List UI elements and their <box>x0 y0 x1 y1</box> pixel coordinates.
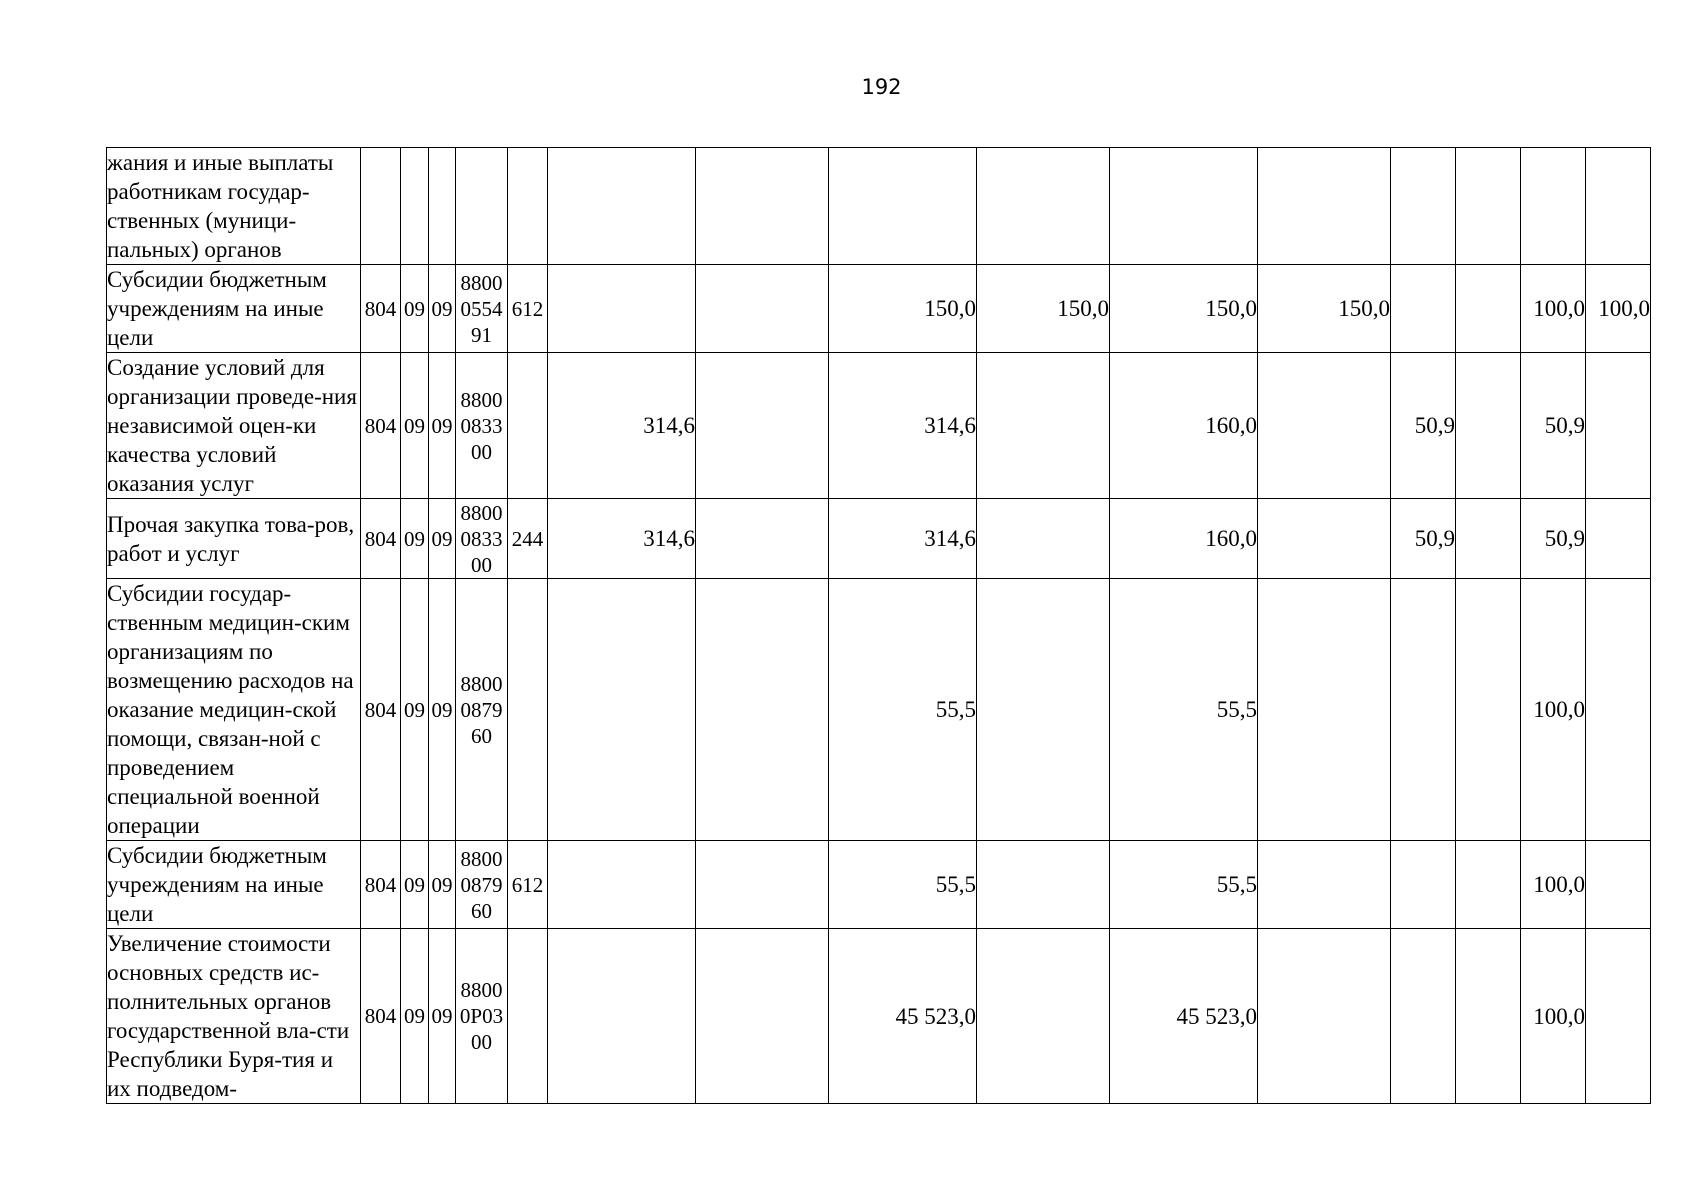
subsection-code-cell: 09 <box>429 265 456 353</box>
glav-code-cell: 804 <box>361 499 401 579</box>
amount-cell <box>548 929 696 1104</box>
percent-cell <box>1586 929 1651 1104</box>
amount-cell <box>696 148 829 265</box>
percent-cell <box>1586 841 1651 929</box>
amount-cell <box>977 499 1110 579</box>
percent-cell <box>1391 579 1456 841</box>
page-number: 192 <box>861 75 902 99</box>
target-article-code-cell: 8800 0879 60 <box>456 579 508 841</box>
amount-cell: 314,6 <box>829 353 977 499</box>
glav-code-cell: 804 <box>361 265 401 353</box>
table-row <box>107 841 1651 929</box>
percent-cell: 100,0 <box>1521 265 1586 353</box>
amount-cell: 55,5 <box>1110 579 1258 841</box>
amount-cell: 160,0 <box>1110 499 1258 579</box>
glav-code-cell: 804 <box>361 579 401 841</box>
table-row <box>107 579 1651 841</box>
row-name-cell: жания и иные выплаты работникам государ-ственных (муници-пальных) органов <box>107 148 361 265</box>
amount-cell: 55,5 <box>1110 841 1258 929</box>
target-article-code-cell: 8800 0833 00 <box>456 353 508 499</box>
expense-type-code-cell <box>508 148 548 265</box>
amount-cell <box>696 579 829 841</box>
table-row <box>107 353 1651 499</box>
percent-cell <box>1586 499 1651 579</box>
section-code-cell: 09 <box>401 579 429 841</box>
amount-cell <box>1110 148 1258 265</box>
table-row <box>107 265 1651 353</box>
section-code-cell: 09 <box>401 929 429 1104</box>
table-row <box>107 148 1651 265</box>
amount-cell: 314,6 <box>829 499 977 579</box>
target-article-code-cell: 8800 0879 60 <box>456 841 508 929</box>
amount-cell: 314,6 <box>548 353 696 499</box>
percent-cell <box>1456 148 1521 265</box>
subsection-code-cell: 09 <box>429 353 456 499</box>
amount-cell <box>548 841 696 929</box>
glav-code-cell <box>361 148 401 265</box>
percent-cell <box>1521 148 1586 265</box>
amount-cell <box>829 148 977 265</box>
row-name-cell: Создание условий для организации проведе-ния независимой оцен-ки качества условий оказания услуг <box>107 353 361 499</box>
row-name-cell: Субсидии бюджетным учреждениям на иные цели <box>107 265 361 353</box>
glav-code-cell: 804 <box>361 841 401 929</box>
amount-cell <box>548 148 696 265</box>
amount-cell: 45 523,0 <box>1110 929 1258 1104</box>
subsection-code-cell: 09 <box>429 579 456 841</box>
table-row <box>107 499 1651 579</box>
amount-cell <box>696 499 829 579</box>
expense-type-code-cell <box>508 353 548 499</box>
percent-cell: 100,0 <box>1521 929 1586 1104</box>
percent-cell: 100,0 <box>1521 579 1586 841</box>
amount-cell <box>1258 353 1391 499</box>
expense-type-code-cell <box>508 579 548 841</box>
budget-table <box>106 147 1651 1104</box>
amount-cell <box>548 579 696 841</box>
amount-cell: 314,6 <box>548 499 696 579</box>
percent-cell: 50,9 <box>1521 353 1586 499</box>
section-code-cell: 09 <box>401 353 429 499</box>
glav-code-cell: 804 <box>361 353 401 499</box>
target-article-code-cell: 8800 0833 00 <box>456 499 508 579</box>
subsection-code-cell: 09 <box>429 929 456 1104</box>
amount-cell <box>548 265 696 353</box>
amount-cell: 45 523,0 <box>829 929 977 1104</box>
amount-cell: 150,0 <box>1258 265 1391 353</box>
amount-cell <box>977 579 1110 841</box>
amount-cell: 150,0 <box>829 265 977 353</box>
section-code-cell <box>401 148 429 265</box>
percent-cell: 50,9 <box>1521 499 1586 579</box>
amount-cell <box>1258 579 1391 841</box>
amount-cell: 55,5 <box>829 579 977 841</box>
table-row <box>107 929 1651 1104</box>
amount-cell <box>977 841 1110 929</box>
amount-cell: 150,0 <box>1110 265 1258 353</box>
amount-cell: 160,0 <box>1110 353 1258 499</box>
percent-cell <box>1586 148 1651 265</box>
expense-type-code-cell: 612 <box>508 265 548 353</box>
percent-cell <box>1391 929 1456 1104</box>
percent-cell <box>1456 841 1521 929</box>
percent-cell: 50,9 <box>1391 499 1456 579</box>
amount-cell <box>977 353 1110 499</box>
percent-cell <box>1586 353 1651 499</box>
target-article-code-cell: 8800 0Р03 00 <box>456 929 508 1104</box>
percent-cell: 50,9 <box>1391 353 1456 499</box>
subsection-code-cell <box>429 148 456 265</box>
amount-cell <box>696 265 829 353</box>
amount-cell <box>977 929 1110 1104</box>
amount-cell <box>977 148 1110 265</box>
amount-cell: 150,0 <box>977 265 1110 353</box>
section-code-cell: 09 <box>401 265 429 353</box>
expense-type-code-cell: 612 <box>508 841 548 929</box>
amount-cell <box>1258 499 1391 579</box>
amount-cell <box>696 841 829 929</box>
percent-cell <box>1586 579 1651 841</box>
glav-code-cell: 804 <box>361 929 401 1104</box>
percent-cell <box>1456 579 1521 841</box>
percent-cell <box>1391 841 1456 929</box>
percent-cell <box>1391 265 1456 353</box>
target-article-code-cell: 8800 0554 91 <box>456 265 508 353</box>
subsection-code-cell: 09 <box>429 841 456 929</box>
target-article-code-cell <box>456 148 508 265</box>
percent-cell <box>1456 499 1521 579</box>
percent-cell <box>1456 929 1521 1104</box>
row-name-cell: Субсидии бюджетным учреждениям на иные цели <box>107 841 361 929</box>
section-code-cell: 09 <box>401 841 429 929</box>
percent-cell <box>1391 148 1456 265</box>
amount-cell <box>696 353 829 499</box>
expense-type-code-cell: 244 <box>508 499 548 579</box>
amount-cell: 55,5 <box>829 841 977 929</box>
percent-cell: 100,0 <box>1521 841 1586 929</box>
row-name-cell: Субсидии государ-ственным медицин-ским организациям по возмещению расходов на оказание медицин-ской помощи, связан-ной с проведением специальной военной операции <box>107 579 361 841</box>
amount-cell <box>696 929 829 1104</box>
section-code-cell: 09 <box>401 499 429 579</box>
percent-cell <box>1456 265 1521 353</box>
amount-cell <box>1258 929 1391 1104</box>
amount-cell <box>1258 841 1391 929</box>
subsection-code-cell: 09 <box>429 499 456 579</box>
percent-cell <box>1456 353 1521 499</box>
percent-cell: 100,0 <box>1586 265 1651 353</box>
row-name-cell: Прочая закупка това-ров, работ и услуг <box>107 499 361 579</box>
expense-type-code-cell <box>508 929 548 1104</box>
row-name-cell: Увеличение стоимости основных средств ис-полнительных органов государственной вла-сти Республики Буря-тия и их подведом- <box>107 929 361 1104</box>
amount-cell <box>1258 148 1391 265</box>
